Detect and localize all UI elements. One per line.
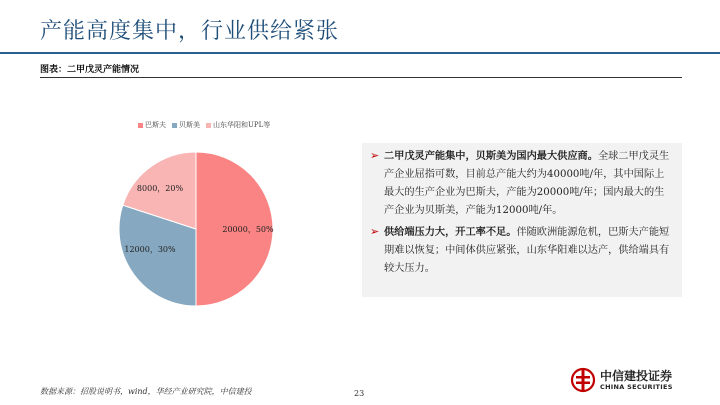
page-number: 23: [354, 389, 365, 398]
bullet-text: [384, 147, 674, 220]
legend-label: 山东华阳和UPL等: [213, 121, 271, 129]
company-logo: [570, 367, 673, 393]
bullet-body: 全球二甲戊灵生产企业屈指可数，目前总产能大约为40000吨/年，其中国际上最大的生产企业为巴斯夫，产能为20000吨/年；国内最大的生产企业为贝斯美，产能为12000吨/年。: [384, 151, 670, 216]
source-note: 数据来源：招股说明书，wind，华经产业研究院，中信建投: [40, 387, 252, 396]
legend-label: 巴斯夫: [145, 121, 166, 129]
page-title: 产能高度集中，行业供给紧张: [40, 19, 340, 44]
figure-caption: 图表：二甲戊灵产能情况: [40, 65, 140, 75]
slice-data-label: 12000，30%: [124, 245, 176, 254]
bullet-item: [370, 147, 674, 220]
arrow-bullet-icon: ➢: [370, 225, 380, 238]
legend-label: 贝斯美: [179, 121, 200, 129]
bullet-body: 伴随欧洲能源危机，巴斯夫产能短期难以恢复；中间体供应紧张，山东华阳难以达产，供给端具有较大压力。: [384, 227, 670, 274]
bullet-item: [370, 223, 674, 278]
slice-data-label: 20000，50%: [222, 225, 274, 234]
slice-data-label: 8000，20%: [136, 184, 184, 193]
bullet-bold: 供给端压力大，开工率不足。: [384, 226, 517, 238]
arrow-bullet-icon: ➢: [370, 149, 380, 162]
bullet-bold: 二甲戊灵产能集中，贝斯美为国内最大供应商。: [384, 150, 598, 162]
bullet-text: [384, 223, 674, 278]
logo-emblem-icon: [570, 367, 596, 393]
logo-text-en: CHINA SECURITIES: [600, 382, 673, 391]
logo-text-cn: 中信建投证券: [600, 368, 673, 383]
summary-box: [362, 143, 682, 297]
